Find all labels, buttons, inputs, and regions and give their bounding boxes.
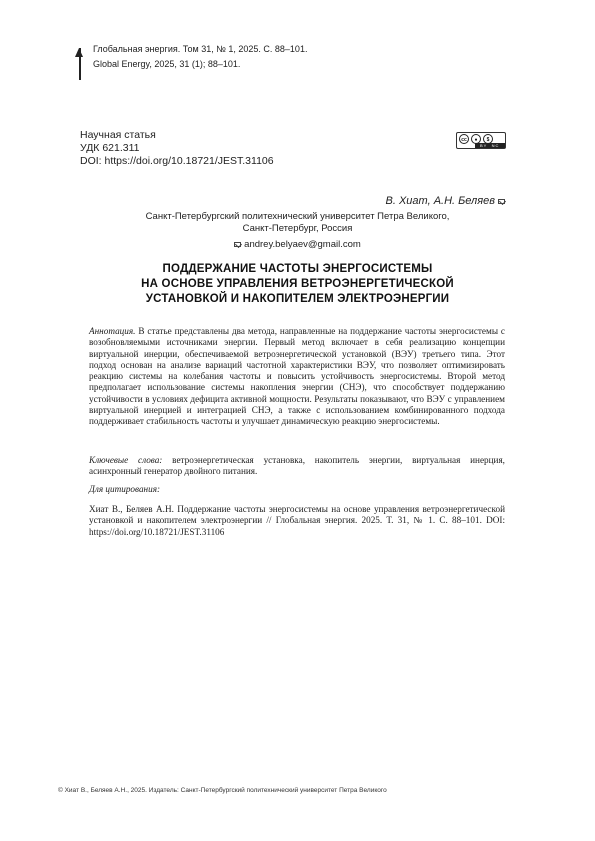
title-line2: НА ОСНОВЕ УПРАВЛЕНИЯ ВЕТРОЭНЕРГЕТИЧЕСКОЙ	[141, 278, 454, 290]
authors	[386, 195, 505, 207]
title-line1: ПОДДЕРЖАНИЕ ЧАСТОТЫ ЭНЕРГОСИСТЕМЫ	[162, 263, 433, 275]
nc-label: NC	[491, 143, 500, 148]
keywords	[89, 455, 505, 478]
nc-icon: $	[483, 134, 493, 144]
cc-license-label	[475, 143, 505, 148]
copyright-footer: © Хиат В., Беляев А.Н., 2025. Издатель: Санкт-Петербургский политехнический университет Петра Великого	[58, 787, 387, 794]
doi-link[interactable]: DOI: https://doi.org/10.18721/JEST.31106	[80, 155, 274, 167]
cc-license-badge[interactable]	[456, 132, 506, 149]
article-title	[80, 262, 515, 307]
journal-header-ru: Глобальная энергия. Том 31, № 1, 2025. С. 88–101.	[93, 44, 308, 54]
udc-code: УДК 621.311	[80, 142, 140, 154]
citation-text: Хиат В., Беляев А.Н. Поддержание частоты энергосистемы на основе управления ветроэнергетической установкой и накопителем электроэнергии // Глобальная энергия. 2025. Т. 31, № 1. С. 88–101. DOI: https://doi.org/10.18721/JEST.31106	[89, 504, 505, 537]
envelope-icon	[234, 242, 241, 247]
citation-label-text: Для цитирования:	[89, 484, 161, 494]
article-type: Научная статья	[80, 129, 156, 141]
by-label: BY	[480, 143, 488, 148]
citation-label	[89, 484, 505, 495]
envelope-icon	[498, 199, 505, 204]
authors-names: В. Хиат, А.Н. Беляев	[385, 195, 495, 207]
keywords-label: Ключевые слова:	[89, 455, 163, 465]
journal-header-en: Global Energy, 2025, 31 (1); 88–101.	[93, 59, 241, 69]
affiliation-line1: Санкт-Петербургский политехнический университет Петра Великого,	[145, 211, 450, 222]
by-icon: ●	[471, 134, 481, 144]
cc-icon: cc	[459, 134, 469, 144]
abstract-label: Аннотация.	[89, 326, 136, 336]
arrow-up-icon	[75, 48, 83, 57]
author-email[interactable]: andrey.belyaev@gmail.com	[244, 239, 361, 250]
abstract	[89, 326, 505, 428]
title-line3: УСТАНОВКОЙ И НАКОПИТЕЛЕМ ЭЛЕКТРОЭНЕРГИИ	[145, 293, 450, 305]
email-row	[0, 239, 595, 250]
keywords-text: ветроэнергетическая установка, накопитель энергии, виртуальная инерция, асинхронный генератор двойного питания.	[89, 455, 505, 477]
affiliation-line2: Санкт-Петербург, Россия	[242, 223, 353, 234]
abstract-text: В статье представлены два метода, направленные на поддержание частоты энергосистемы с возобновляемыми источниками энергии. Первый метод включает в себя реализацию концепции виртуальной инерции, обеспечиваемой ветроэнергетической установкой (ВЭУ) третьего типа. Этот подход основан на анализе вариаций частотной характеристики ВЭУ, что позволяет оптимизировать реакцию системы на колебания частоты и повысить устойчивость энергосистемы. Второй метод предполагает использование системы накопления энергии (СНЭ), что способствует поддержанию устойчивости в условиях дефицита активной мощности. Результаты показывают, что ВЭУ с управлением виртуальной инерцией и интеграцией СНЭ, а также с использованием комбинированного подхода поддерживает стабильность частоты и улучшает динамическую реакцию энергосистемы.	[89, 326, 505, 427]
